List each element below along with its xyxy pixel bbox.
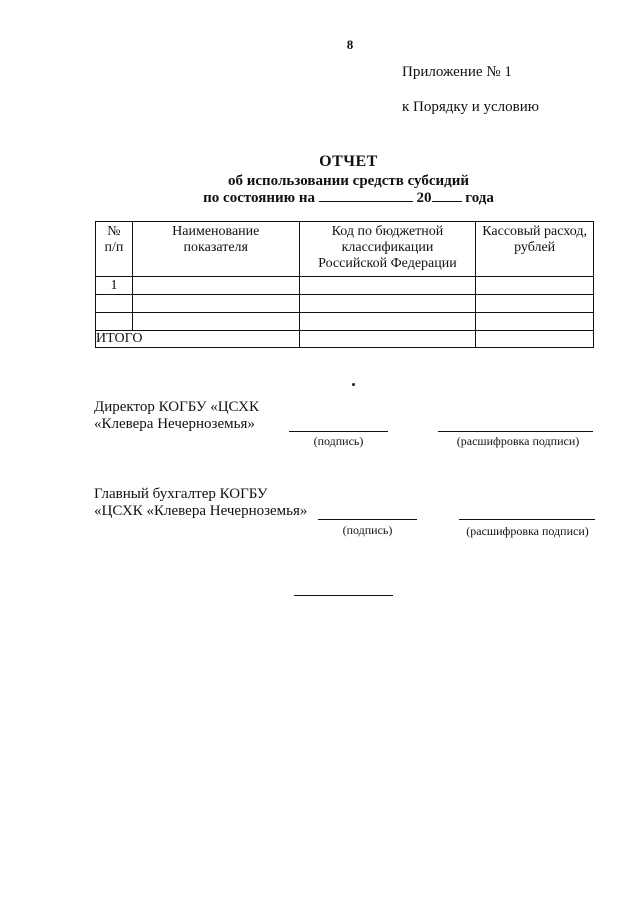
appendix-number: Приложение № 1 — [402, 64, 512, 80]
budget-code-cell — [299, 313, 476, 331]
cash-expense-cell — [476, 295, 594, 313]
accountant-decoding-caption: (расшифровка подписи) — [466, 524, 589, 538]
row-number — [96, 313, 133, 331]
year-blank — [432, 189, 462, 202]
row-number: 1 — [96, 277, 133, 295]
header-indicator-name: Наименование показателя — [132, 222, 299, 277]
page-number: 8 — [346, 37, 354, 52]
table-row — [96, 313, 594, 331]
report-table — [95, 221, 594, 348]
report-year-prefix: 20 — [416, 190, 432, 206]
closing-separator-line — [294, 595, 393, 596]
director-decoding-caption: (расшифровка подписи) — [456, 434, 580, 448]
total-label: ИТОГО — [96, 331, 300, 348]
table-header-row — [96, 222, 594, 277]
document-title: ОТЧЕТ — [319, 153, 378, 170]
cash-expense-cell — [476, 313, 594, 331]
header-number: № п/п — [96, 222, 133, 277]
budget-code-cell — [299, 277, 476, 295]
director-signature-caption: (подпись) — [313, 434, 364, 448]
date-blank — [319, 189, 413, 202]
report-date-prefix: по состоянию на — [203, 190, 315, 206]
budget-code-cell — [299, 295, 476, 313]
document-subtitle: об использовании средств субсидий — [227, 173, 470, 189]
accountant-signature-caption: (подпись) — [342, 523, 393, 537]
scan-dot — [352, 383, 355, 386]
director-title-line2: «Клевера Нечерноземья» — [94, 416, 255, 432]
director-decoding-line — [438, 431, 593, 432]
director-title-line1: Директор КОГБУ «ЦСХК — [94, 399, 259, 415]
report-date-suffix: года — [465, 190, 494, 206]
total-cash-expense-cell — [476, 331, 594, 348]
accountant-title-line2: «ЦСХК «Клевера Нечерноземья» — [94, 503, 308, 519]
table-row — [96, 295, 594, 313]
accountant-title-line1: Главный бухгалтер КОГБУ — [94, 486, 268, 502]
accountant-decoding-line — [459, 519, 595, 520]
appendix-reference: к Порядку и условию — [402, 99, 539, 115]
accountant-signature-line — [318, 519, 417, 520]
table-total-row — [96, 331, 594, 348]
table-row — [96, 277, 594, 295]
indicator-name-cell — [132, 277, 299, 295]
row-number — [96, 295, 133, 313]
indicator-name-cell — [132, 295, 299, 313]
total-budget-code-cell — [299, 331, 476, 348]
director-signature-line — [289, 431, 388, 432]
indicator-name-cell — [132, 313, 299, 331]
header-cash-expense: Кассовый расход, рублей — [476, 222, 594, 277]
header-budget-code: Код по бюджетной классификации Российской Федерации — [299, 222, 476, 277]
cash-expense-cell — [476, 277, 594, 295]
report-date-line — [0, 189, 640, 207]
